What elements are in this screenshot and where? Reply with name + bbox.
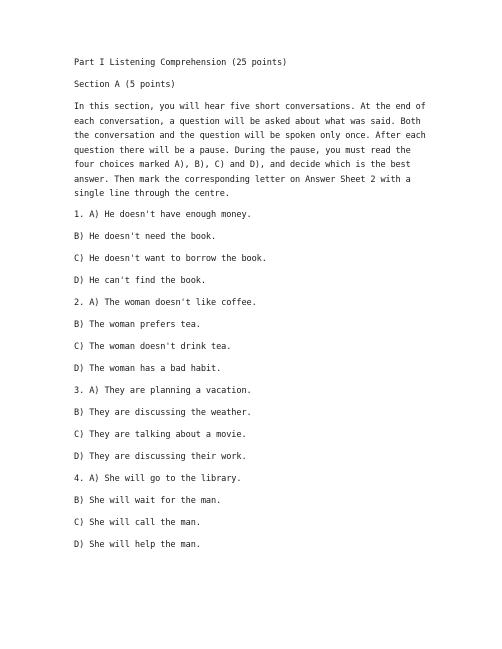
part-title: Part I Listening Comprehension (25 points): [74, 58, 288, 68]
option-4c: C) She will call the man.: [74, 517, 201, 528]
option-3a: 3. A) They are planning a vacation.: [74, 385, 252, 396]
option-2b: B) The woman prefers tea.: [74, 319, 201, 330]
option-4b: B) She will wait for the man.: [74, 495, 222, 506]
option-3b: B) They are discussing the weather.: [74, 407, 252, 418]
option-2c: C) The woman doesn't drink tea.: [74, 341, 232, 352]
option-3c: C) They are talking about a movie.: [74, 429, 247, 440]
option-1c: C) He doesn't want to borrow the book.: [74, 253, 267, 264]
section-title: Section A (5 points): [74, 80, 176, 90]
instructions-paragraph: In this section, you will hear five short conversations. At the end of each conversation, a question will be asked about what was said. Both the conversation and the question will be spoken only once. After each question there will be a pause. During the pause, you must read the four choices marked A), B), C) and D), and decide which is the best answer. Then mark the corresponding letter on Answer Sheet 2 with a single line through the centre.: [74, 102, 426, 199]
option-3d: D) They are discussing their work.: [74, 451, 247, 462]
option-2a: 2. A) The woman doesn't like coffee.: [74, 297, 257, 308]
document-page: [74, 56, 434, 560]
option-1d: D) He can't find the book.: [74, 275, 206, 286]
option-4a: 4. A) She will go to the library.: [74, 473, 242, 484]
option-2d: D) The woman has a bad habit.: [74, 363, 222, 374]
option-4d: D) She will help the man.: [74, 539, 201, 550]
option-1a: 1. A) He doesn't have enough money.: [74, 209, 252, 220]
option-1b: B) He doesn't need the book.: [74, 231, 217, 242]
